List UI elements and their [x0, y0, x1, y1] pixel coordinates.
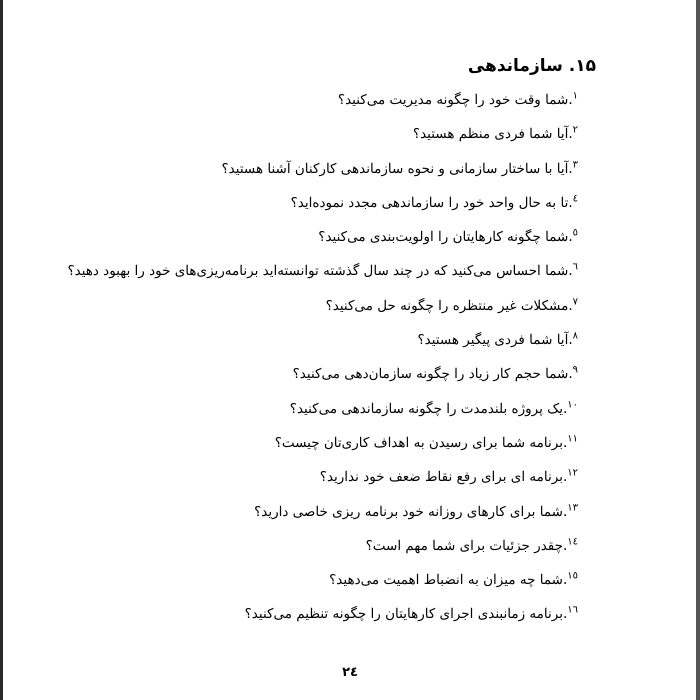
question-text: .چقدر جزئیات برای شما مهم است؟: [365, 537, 568, 554]
question-text: .برنامه شما برای رسیدن به اهداف کاری‌تان چیست؟: [274, 434, 568, 451]
question-text: .شما وقت خود را چگونه مدیریت می‌کنید؟: [337, 92, 573, 108]
question-text: .شما چه میزان به انضباط اهمیت می‌دهید؟: [329, 572, 568, 589]
question-text: .مشکلات غیر منتظره را چگونه حل می‌کنید؟: [325, 297, 573, 314]
question-item: [67, 500, 578, 534]
question-text: .برنامه زمانبندی اجرای کارهایتان را چگونه تنظیم می‌کنید؟: [244, 606, 568, 623]
question-number: ۱٦: [567, 604, 578, 616]
page-number: ۲٤: [342, 665, 358, 680]
question-item: [67, 294, 578, 328]
section-heading: ۱۵. سازماندهی: [467, 56, 596, 76]
question-text: .آیا شما فردی پیگیر هستید؟: [417, 332, 573, 349]
question-item: [67, 465, 578, 499]
question-number: ۱۲: [567, 467, 578, 479]
question-text: .تا به حال واحد خود را سازماندهی مجدد نموده‌اید؟: [290, 194, 573, 211]
question-item: [67, 397, 578, 431]
question-text: .شما حجم کار زیاد را چگونه سازمان‌دهی می‌کنید؟: [292, 366, 573, 383]
question-number: ۱: [572, 90, 578, 102]
question-item: [67, 534, 578, 568]
question-number: ۱۳: [567, 502, 578, 514]
question-item: [67, 431, 578, 465]
question-item: [67, 88, 578, 122]
question-item: [67, 602, 578, 636]
question-number: ۹: [572, 364, 578, 376]
question-number: ٤: [572, 193, 578, 205]
question-number: ۱٥: [567, 570, 578, 582]
question-list: [67, 88, 578, 637]
question-item: [67, 122, 578, 156]
question-text: .شما احساس می‌کنید که در چند سال گذشته توانسته‌اید برنامه‌ریزی‌های خود را بهبود دهید؟: [67, 263, 573, 280]
question-number: ٦: [572, 261, 578, 273]
question-number: ۳: [572, 159, 578, 171]
question-item: [67, 225, 578, 259]
question-number: ۷: [572, 296, 578, 308]
question-number: ۱۱: [567, 433, 578, 445]
question-text: .آیا شما فردی منظم هستید؟: [412, 126, 573, 143]
question-number: ٥: [572, 227, 578, 239]
question-item: [67, 568, 578, 602]
question-number: ۱٤: [567, 536, 578, 548]
question-text: .برنامه ای برای رفع نقاط ضعف خود ندارید؟: [319, 469, 568, 486]
question-text: .یک پروژه بلندمدت را چگونه سازماندهی می‌کنید؟: [289, 400, 568, 417]
question-item: [67, 259, 578, 293]
question-text: .آیا با ساختار سازمانی و نحوه سازماندهی کارکنان آشنا هستید؟: [221, 160, 573, 177]
question-text: .شما برای کارهای روزانه خود برنامه ریزی خاصی دارید؟: [254, 503, 568, 520]
question-item: [67, 191, 578, 225]
question-item: [67, 328, 578, 362]
question-item: [67, 157, 578, 191]
question-number: ۸: [572, 330, 578, 342]
question-item: [67, 362, 578, 396]
question-number: ۱۰: [567, 399, 578, 411]
question-number: ۲: [572, 124, 578, 136]
question-text: .شما چگونه کارهایتان را اولویت‌بندی می‌کنید؟: [318, 229, 573, 246]
